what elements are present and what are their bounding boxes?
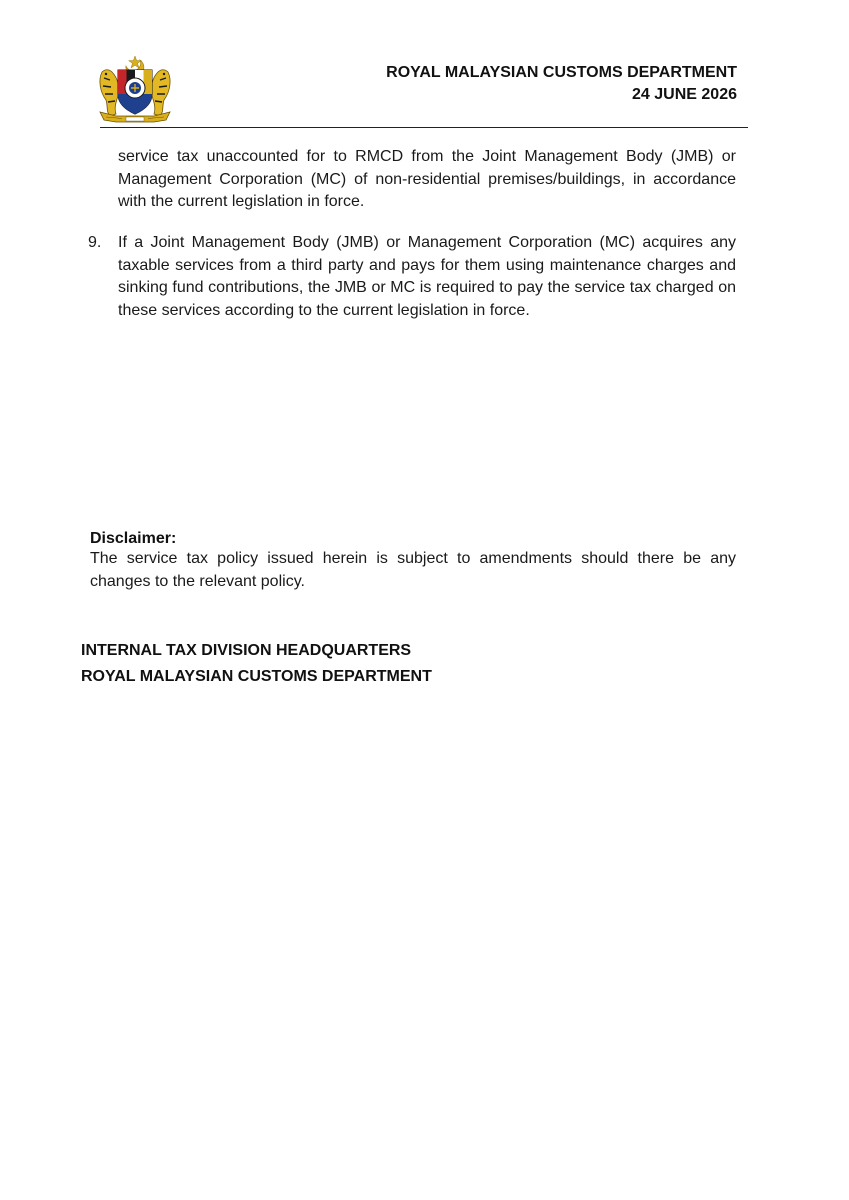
disclaimer-text: The service tax policy issued herein is subject to amendments should there be any changes to the relevant policy. bbox=[90, 550, 736, 590]
header-date: 24 JUNE 2026 bbox=[632, 86, 737, 103]
item-9-paragraph: If a Joint Management Body (JMB) or Management Corporation (MC) acquires any taxable services from a third party and pays for them using maintenance charges and sinking fund contributions, the JMB or MC is required to pay the service tax charged on these services according to the current legislation in force. bbox=[118, 234, 736, 319]
disclaimer-heading: Disclaimer: bbox=[90, 530, 177, 547]
item-9-number: 9. bbox=[88, 234, 102, 251]
issuer-division: INTERNAL TAX DIVISION HEADQUARTERS bbox=[81, 642, 412, 659]
issuer-department: ROYAL MALAYSIAN CUSTOMS DEPARTMENT bbox=[81, 668, 432, 685]
document-header bbox=[386, 62, 737, 106]
continuation-paragraph: service tax unaccounted for to RMCD from the Joint Management Body (JMB) or Management Corporation (MC) of non-residential premises/buildings, in accordance with the current legislation in force. bbox=[118, 148, 736, 210]
header-department: ROYAL MALAYSIAN CUSTOMS DEPARTMENT bbox=[386, 64, 737, 81]
coat-of-arms-icon bbox=[96, 54, 174, 126]
issuer-block bbox=[81, 638, 432, 690]
header-divider bbox=[100, 127, 748, 128]
